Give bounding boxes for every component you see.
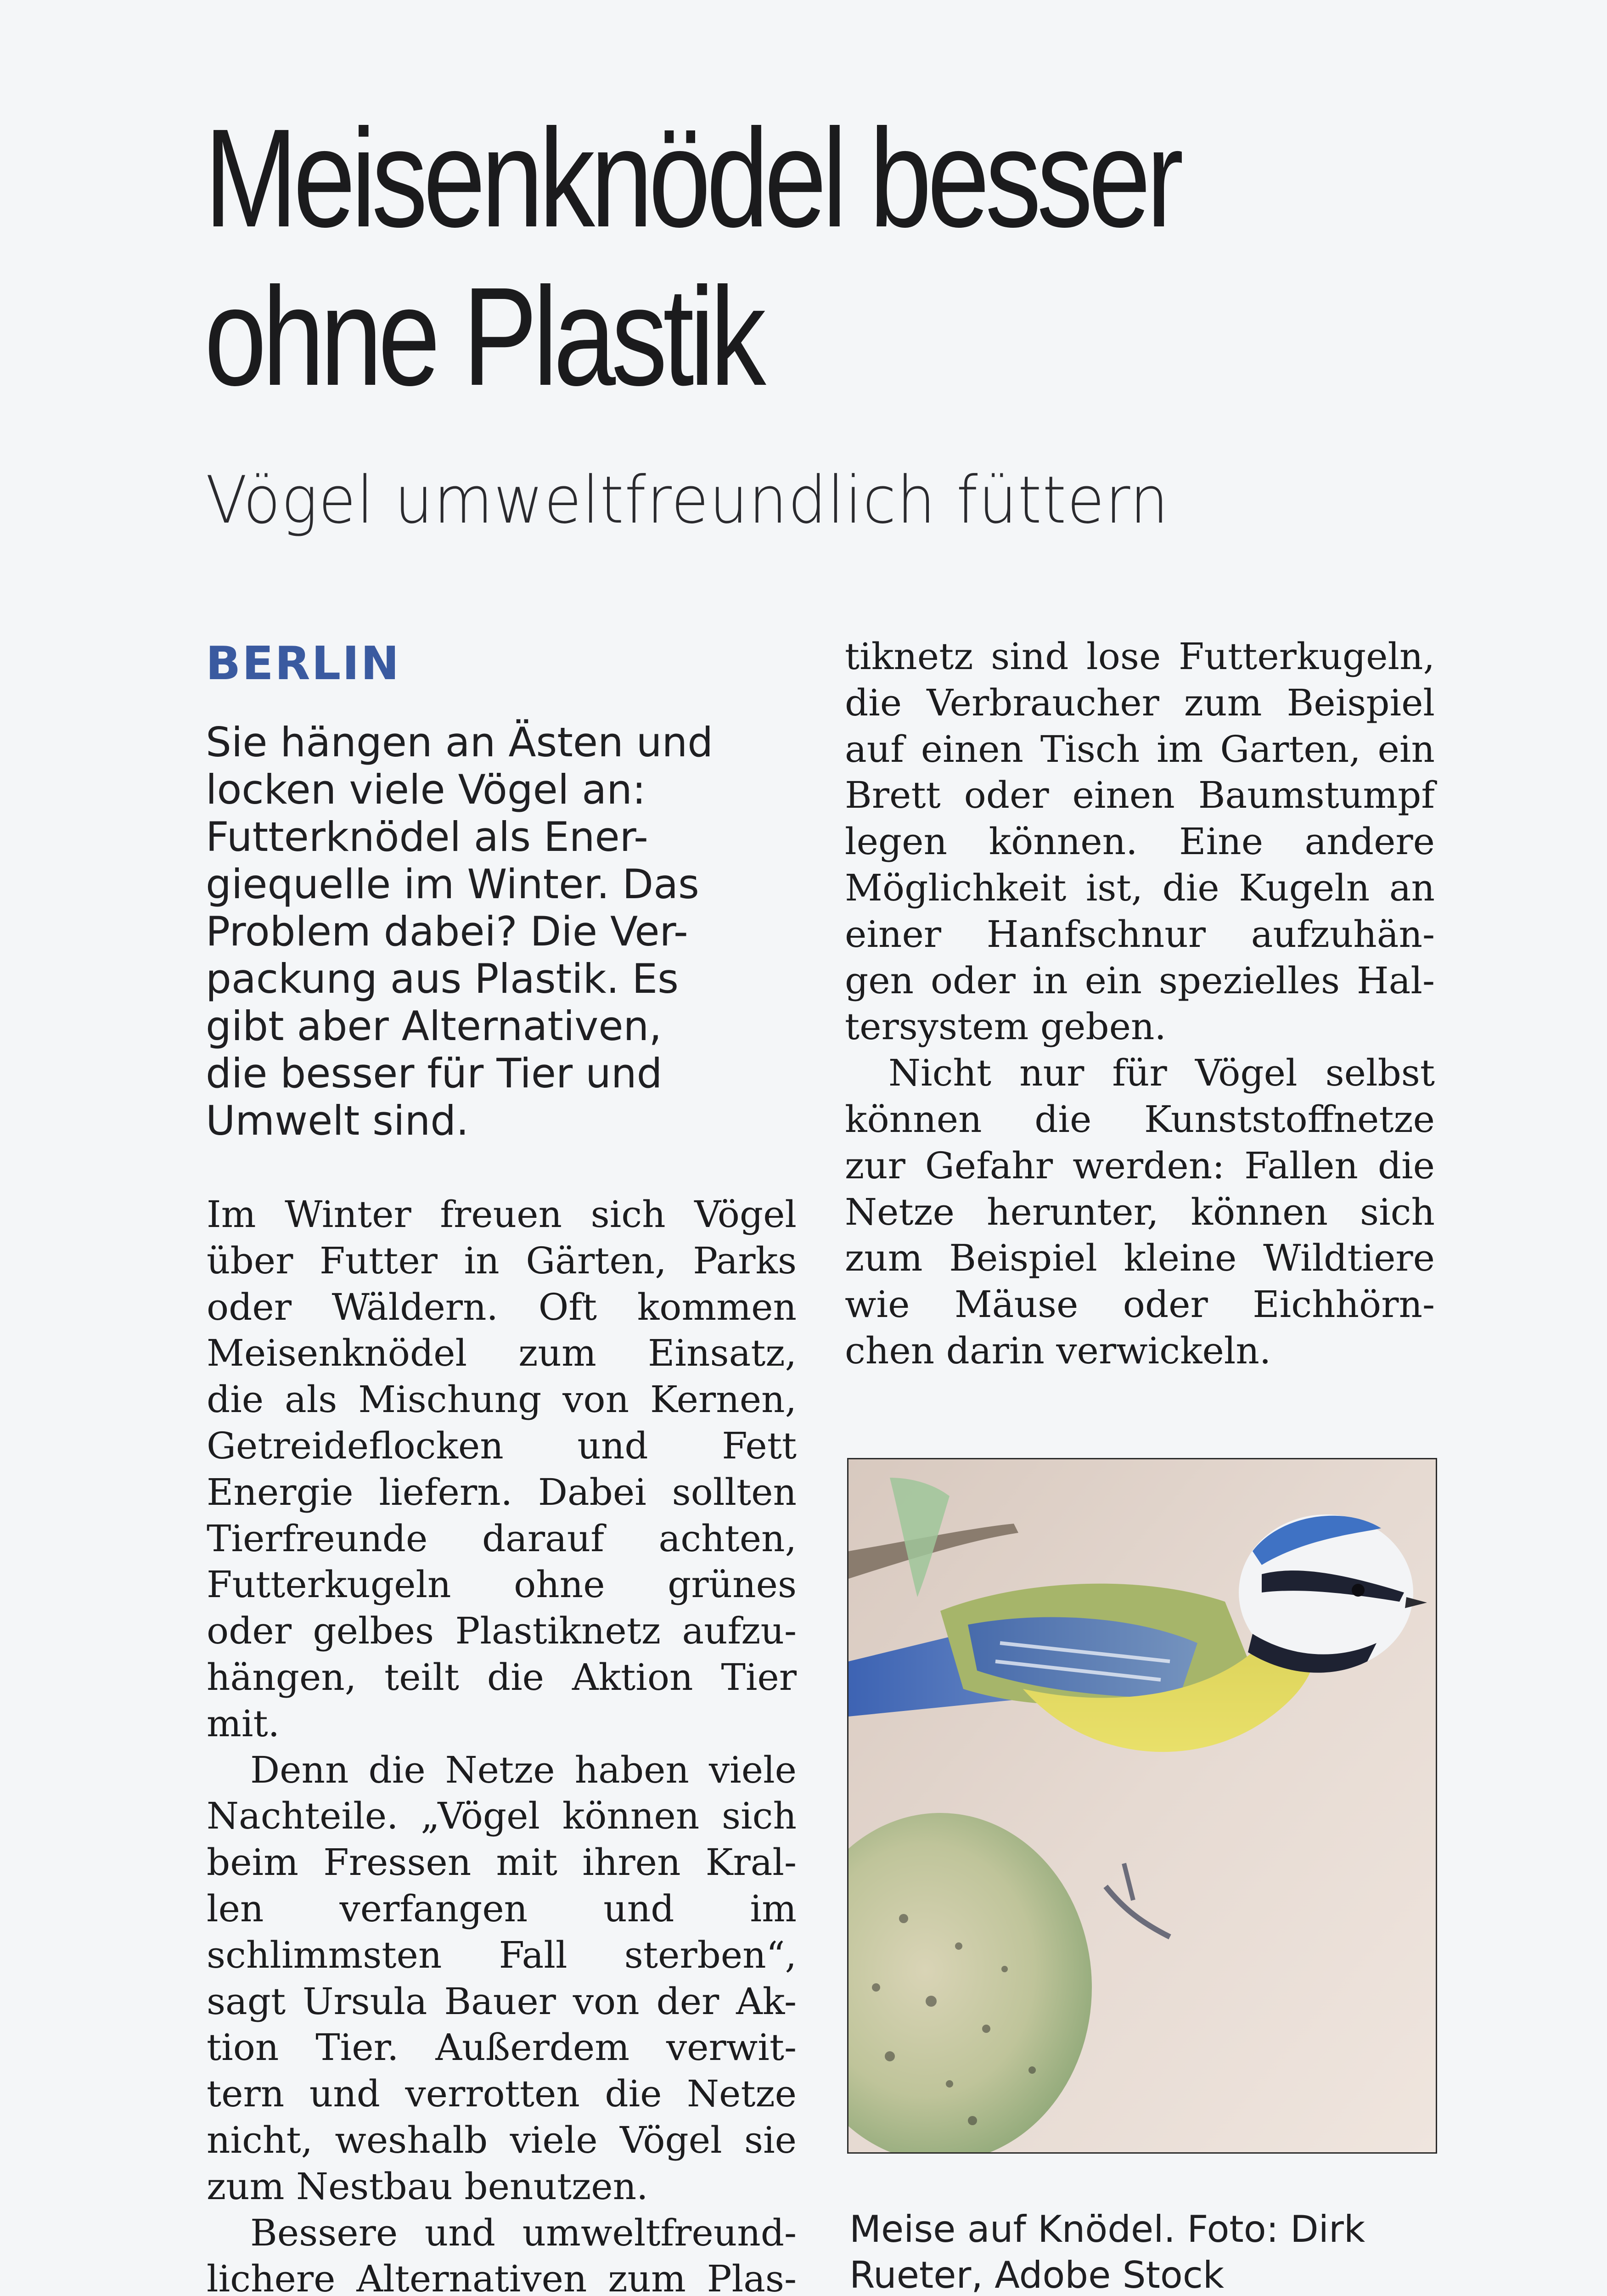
body-line: gen oder in ein spezielles Hal- xyxy=(845,959,1435,1002)
body-line: Energie liefern. Dabei sollten xyxy=(207,1470,797,1514)
body-line: zum Nestbau benutzen. xyxy=(207,2165,648,2208)
caption-line: Meise auf Knödel. Foto: Dirk xyxy=(849,2208,1365,2251)
body-line: chen darin verwickeln. xyxy=(845,1329,1271,1372)
dateline: BERLIN xyxy=(206,636,401,690)
body-line: zum Beispiel kleine Wildtiere xyxy=(845,1237,1435,1280)
body-line: lichere Alternativen zum Plas- xyxy=(207,2257,797,2296)
body-line: nicht, weshalb viele Vögel sie xyxy=(207,2118,797,2161)
lead-paragraph xyxy=(206,719,812,1144)
body-line: Futterkugeln ohne grünes xyxy=(207,1563,797,1606)
body-line: legen können. Eine andere xyxy=(845,820,1435,863)
body-line: über Futter in Gärten, Parks xyxy=(207,1239,797,1282)
lead-line: Problem dabei? Die Ver- xyxy=(206,908,688,955)
body-line: können die Kunststoffnetze xyxy=(845,1097,1435,1141)
article-photo xyxy=(847,1458,1437,2154)
body-line: mit. xyxy=(207,1702,280,1745)
body-line: Denn die Netze haben viele xyxy=(250,1748,797,1791)
body-line: hängen, teilt die Aktion Tier xyxy=(207,1655,797,1699)
body-line: Getreideflocken und Fett xyxy=(207,1424,797,1467)
body-line: schlimmsten Fall sterben“, xyxy=(207,1933,797,1976)
body-line: Tierfreunde darauf achten, xyxy=(207,1517,797,1560)
body-line: Bessere und umweltfreund- xyxy=(250,2211,797,2254)
body-line: Im Winter freuen sich Vögel xyxy=(207,1193,797,1236)
body-line: die Verbraucher zum Beispiel xyxy=(845,681,1435,724)
body-line: oder gelbes Plastiknetz aufzu- xyxy=(207,1609,797,1653)
lead-line: packung aus Plastik. Es xyxy=(206,955,679,1002)
lead-line: giequelle im Winter. Das xyxy=(206,861,699,908)
lead-line: die besser für Tier und xyxy=(206,1050,663,1097)
body-line: beim Fressen mit ihren Kral- xyxy=(207,1841,797,1884)
lead-line: Futterknödel als Ener- xyxy=(206,813,648,861)
body-column-right xyxy=(845,634,1435,1374)
body-line: wie Mäuse oder Eichhörn- xyxy=(845,1283,1435,1326)
photo-caption xyxy=(849,2206,1446,2296)
body-line: len verfangen und im xyxy=(207,1887,797,1930)
bird-eye xyxy=(1352,1584,1365,1597)
caption-line: Rueter, Adobe Stock xyxy=(849,2254,1225,2296)
body-line: auf einen Tisch im Garten, ein xyxy=(845,727,1435,771)
body-line: die als Mischung von Kernen, xyxy=(207,1378,797,1421)
body-line: sagt Ursula Bauer von der Ak- xyxy=(207,1980,797,2023)
body-column-left xyxy=(207,1192,797,2296)
body-line: Nicht nur für Vögel selbst xyxy=(888,1052,1435,1095)
body-line: Meisenknödel zum Einsatz, xyxy=(207,1332,797,1375)
body-line: tern und verrotten die Netze xyxy=(207,2072,797,2116)
lead-line: Sie hängen an Ästen und xyxy=(206,719,714,766)
body-line: Netze herunter, können sich xyxy=(845,1190,1435,1233)
body-line: zur Gefahr werden: Fallen die xyxy=(845,1144,1435,1187)
body-line: Möglichkeit ist, die Kugeln an xyxy=(845,866,1435,909)
headline-line-1: Meisenknödel besser xyxy=(204,100,1180,256)
body-line: Nachteile. „Vögel können sich xyxy=(207,1795,797,1838)
body-line: Brett oder einen Baumstumpf xyxy=(845,774,1435,817)
body-line: oder Wäldern. Oft kommen xyxy=(207,1285,797,1328)
body-line: einer Hanfschnur aufzuhän- xyxy=(845,912,1435,956)
body-line: tion Tier. Außerdem verwit- xyxy=(207,2026,797,2069)
body-line: tersystem geben. xyxy=(845,1005,1166,1048)
headline-line-2: ohne Plastik xyxy=(204,258,762,415)
lead-line: locken viele Vögel an: xyxy=(206,766,646,813)
lead-line: Umwelt sind. xyxy=(206,1097,469,1144)
article-subtitle: Vögel umweltfreundlich füttern xyxy=(206,462,1169,538)
bird-photo-illustration xyxy=(848,1459,1436,2152)
body-line: tiknetz sind lose Futterkugeln, xyxy=(845,635,1435,678)
article-headline xyxy=(204,99,1180,416)
lead-line: gibt aber Alternativen, xyxy=(206,1002,662,1050)
